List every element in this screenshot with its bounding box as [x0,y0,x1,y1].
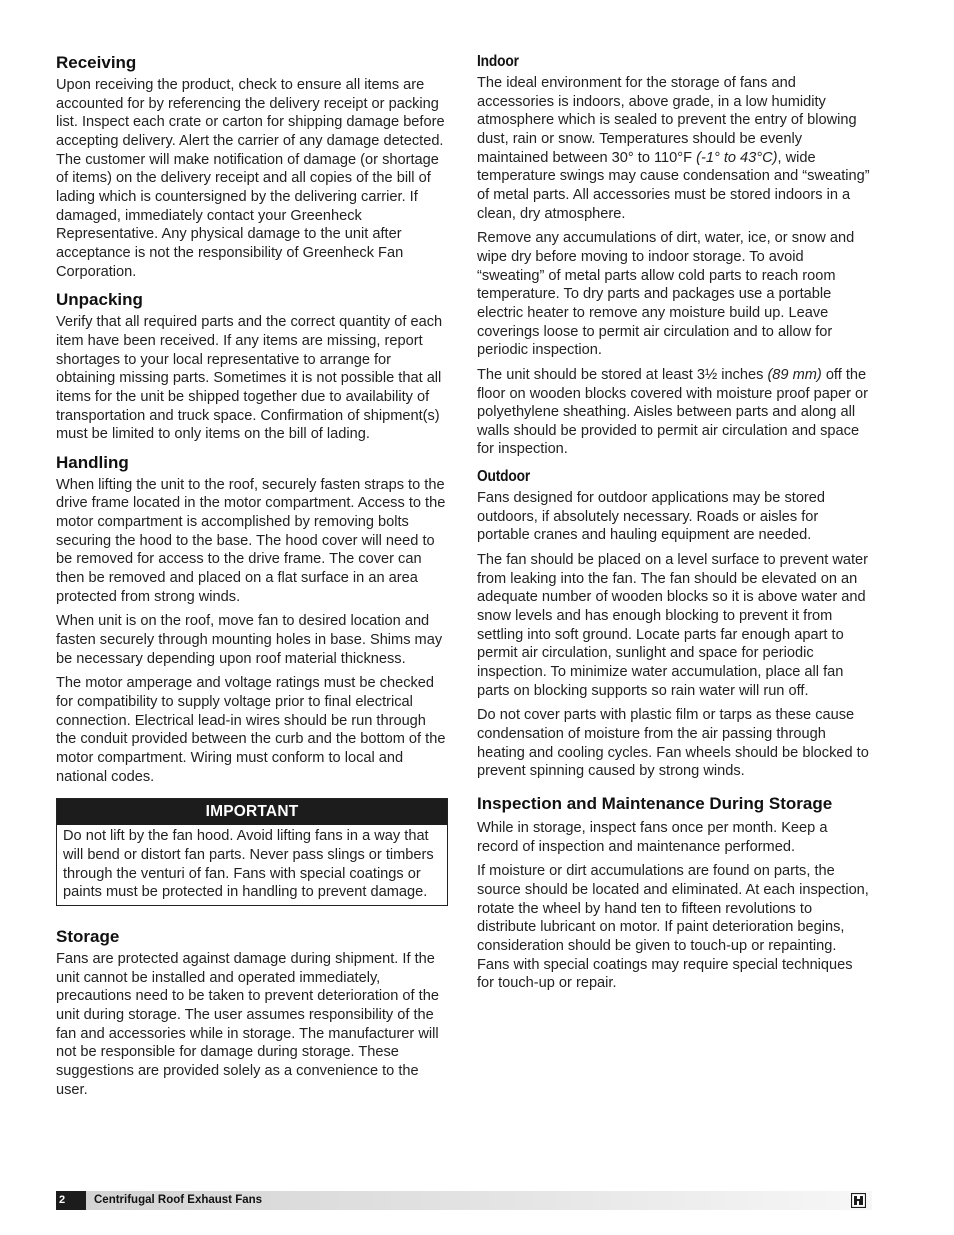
document-title: Centrifugal Roof Exhaust Fans [94,1194,263,1206]
inspection-section [477,793,872,993]
storage-section [56,926,448,1099]
important-notice-box [56,798,448,906]
unpacking-heading: Unpacking [56,290,143,310]
handling-text-3: The motor amperage and voltage ratings must be checked for compatibility to supply voltage prior to final electrical connection. Electrical lead-in wires should be run through the conduit provided between the curb and the bottom of the motor compartment. Wiring must conform to local and national codes. [56,675,446,785]
outdoor-text-2: The fan should be placed on a level surface to prevent water from leaking into the fan. The fan should be elevated on an adequate number of wooden blocks so it is above water and snow levels and has enough blocking to prevent it from settling into soft ground. Locate parts far enough apart to permit air circulation, sunlight and space for periodic inspection. To minimize water accumulation, place all fan parts on blocking supports so rain water will run off. [477,552,869,699]
important-text: Do not lift by the fan hood. Avoid lifting fans in a way that will bend or distort fan parts. Never pass slings or timbers through the venturi of fan. Fans with special coatings or paints must be protected in handling to prevent damage. [63,828,434,901]
indoor-heading: Indoor [477,53,519,70]
outdoor-section [477,467,872,781]
handling-section [56,452,448,787]
indoor-text-1a: The ideal environment for the storage of fans and accessories is indoors, above grade, in a low humidity atmosphere which is sealed to prevent the entry of blowing dust, rain or snow. Temperatures should be evenly maintained between 30° to 110°F [477,75,857,166]
handling-heading: Handling [56,452,129,472]
left-column [56,52,448,1107]
outdoor-text-1: Fans designed for outdoor applications may be stored outdoors, if absolutely necessary. Roads or aisles for portable cranes and hauling equipment are needed. [477,490,826,544]
outdoor-heading: Outdoor [477,468,531,486]
indoor-text-1c: , wide temperature swings may cause condensation and “sweating” of metal parts. All accessories must be stored indoors in a clean, dry atmosphere. [477,149,870,222]
unpacking-section [56,289,448,444]
indoor-text-1 [477,74,872,223]
storage-text: Fans are protected against damage during shipment. If the unit cannot be installed and operated immediately, precautions need to be taken to prevent deterioration of the unit during storage. The user assumes responsibility of the fan and accessories while in storage. The manufacturer will not be responsible for damage during storage. These suggestions are provided solely as a convenience to the user. [56,950,439,1098]
right-column [477,52,872,1001]
outdoor-text-3: Do not cover parts with plastic film or tarps as these cause condensation of moisture from the air passing through heating and cooling cycles. Fan wheels should be blocked to prevent spinning caused by strong winds. [477,707,869,780]
indoor-text-2: Remove any accumulations of dirt, water, ice, or snow and wipe dry before moving to indoor storage. To avoid “sweating” of metal parts allow cold parts to reach room temperature. To dry parts and packages use a portable electric heater to remove any moisture build up. Leave coverings loose to permit air circulation and to allow for periodic inspection. [477,230,855,359]
storage-heading: Storage [56,926,120,946]
important-body [57,825,447,905]
unpacking-text: Verify that all required parts and the correct quantity of each item have been received. If any items are missing, report shortages to your local representative to arrange for obtaining missing parts. Sometimes it is not possible that all items for the unit be shipped together due to availability of transportation and truck space. Confirmation of shipment(s) must be limited to only items on the bill of lading. [56,314,443,443]
receiving-text: Upon receiving the product, check to ensure all items are accounted for by referencing the delivery receipt or packing list. Inspect each crate or carton for shipping damage before accepting delivery. Alert the carrier of any damage detected. The customer will make notification of damage (or shortage of items) on the delivery receipt and all copies of the bill of lading which is countersigned by the delivering carrier. If damaged, immediately contact your Greenheck Representative. Any physical damage to the unit after acceptance is not the responsibility of Greenheck Fan Corporation. [56,77,445,280]
page-number: 2 [56,1191,86,1210]
handling-text-2: When unit is on the roof, move fan to desired location and fasten securely through mounting holes in base. Shims may be necessary depending upon roof material thickness. [56,613,443,667]
inspection-text-2: If moisture or dirt accumulations are found on parts, the source should be located and eliminated. At each inspection, rotate the wheel by hand ten to fifteen revolutions to distribute lubricant on motor. If paint deterioration begins, consideration should be given to touch-up or repainting. Fans with special coatings may require special techniques for touch-up or repair. [477,863,869,992]
receiving-heading: Receiving [56,53,137,72]
receiving-section [56,52,448,281]
page-footer [56,1191,872,1210]
inspection-heading: Inspection and Maintenance During Storage [477,793,833,813]
indoor-temp-metric: (-1° to 43°C) [696,149,778,166]
indoor-height-metric: (89 mm) [767,366,822,383]
handling-text-1: When lifting the unit to the roof, securely fasten straps to the drive frame located in the motor compartment. Access to the motor compartment is accomplished by removing bolts securing the hood to the base. The hood cover will need to be removed for access to the drive frame. The cover can then be removed and placed on a flat surface in an area protected from strong winds. [56,476,446,605]
indoor-text-3a: The unit should be stored at least 3½ inches [477,366,768,383]
indoor-text-3c: off the floor on wooden blocks covered with moisture proof paper or polyethylene sheathing. Aisles between parts and along all walls should be provided to permit air circulation and space for inspection. [477,366,868,458]
indoor-text-3 [477,366,872,459]
greenheck-logo-icon [851,1193,866,1208]
inspection-text-1: While in storage, inspect fans once per month. Keep a record of inspection and maintenance performed. [477,819,828,855]
important-heading: IMPORTANT [57,799,447,825]
indoor-section [477,52,872,459]
